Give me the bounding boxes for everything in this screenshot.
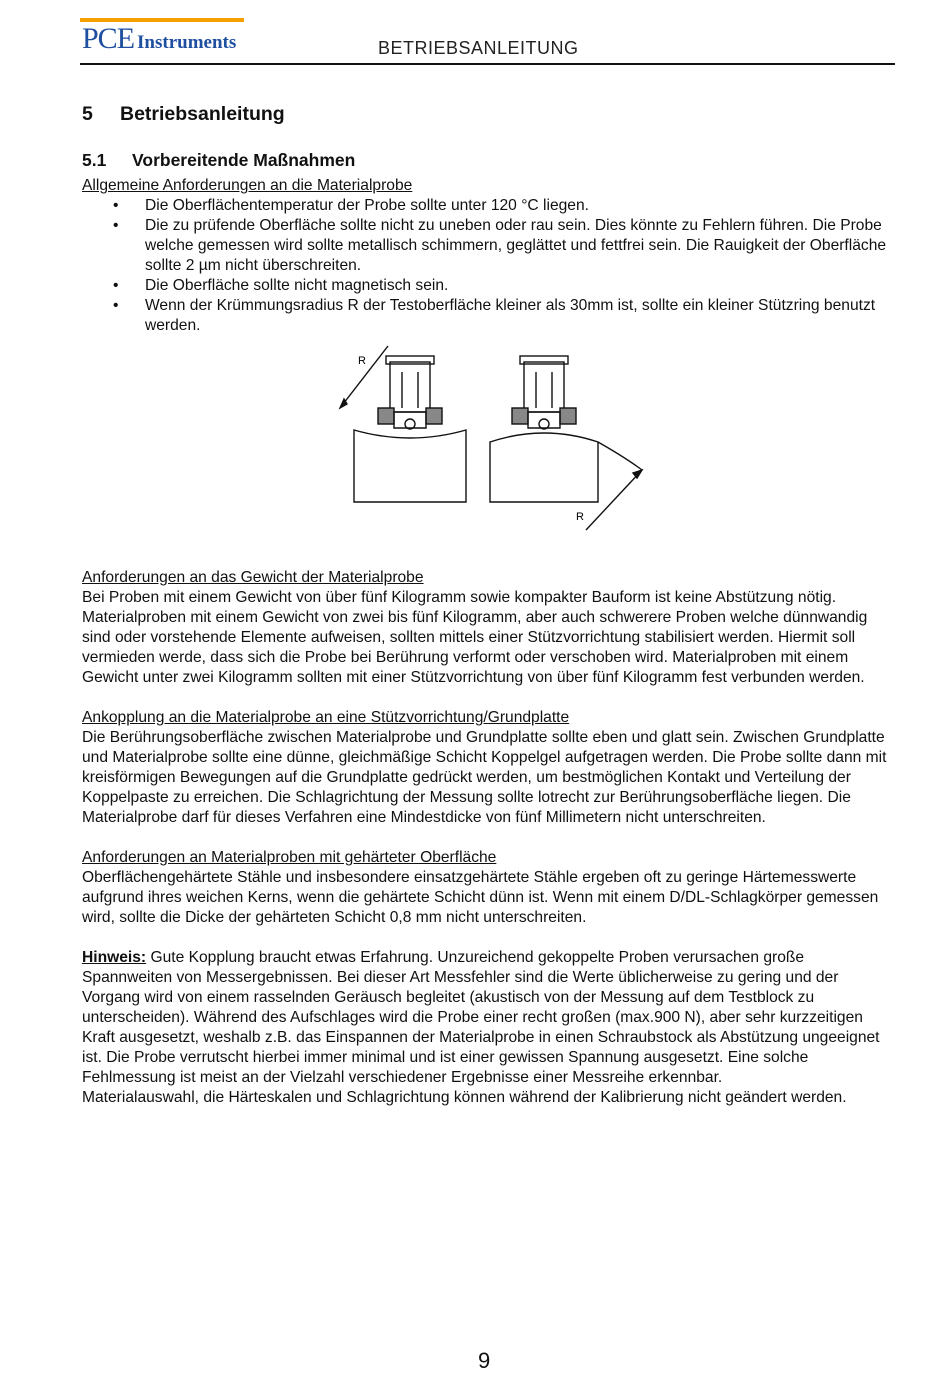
section-title: Betriebsanleitung — [120, 103, 285, 125]
weight-paragraph: Bei Proben mit einem Gewicht von über fünf Kilogramm sowie kompakter Bauform ist keine Abstützung nötig. Materialproben mit einem Gewicht von zwei bis fünf Kilogramm, aber auch schwerere Proben welche dünnwandig sind oder vorstehende Elemente aufweisen, sollten mittels einer Stützvorrichtung stabilisiert werden. Hiermit soll vermieden werde, dass sich die Probe bei Berührung verformt oder verschoben wird. Materialproben mit einem Gewicht unter zwei Kilogramm sollten mit einer Stützvorrichtung von über fünf Kilogramm fest verbunden werden. — [82, 589, 868, 686]
hardened-paragraph: Oberflächengehärtete Stähle und insbesondere einsatzgehärtete Stähle ergeben oft zu geringe Härtemesswerte aufgrund ihres weichen Kerns, wenn die gehärtete Schicht dünn ist. Wenn mit einem D/DL-Schlagkörper gemessen wird, sollte die Dicke der gehärteten Schicht 0,8 mm nicht unterschreiten. — [82, 869, 879, 926]
label-r-right: R — [576, 511, 584, 523]
right-radius-line — [586, 470, 642, 530]
list-item: • Die Oberflächentemperatur der Probe sollte unter 120 °C liegen. — [82, 196, 890, 216]
list-item: • Die Oberfläche sollte nicht magnetisch sein. — [82, 276, 890, 296]
pce-logo — [80, 18, 244, 58]
logo-main: PCE — [82, 22, 135, 55]
weight-heading: Anforderungen an das Gewicht der Materialprobe — [82, 569, 424, 586]
convex-sample-body — [490, 433, 598, 502]
list-item: • Die zu prüfende Oberfläche sollte nicht zu uneben oder rau sein. Dies könnte zu Fehlern führen. Die Probe welche gemessen wird sollte metallisch schimmern, geglättet und fettfrei sein. Die Rauigkeit der Oberfläche sollte 2 µm nicht überschreiten. — [82, 216, 890, 276]
left-probe-body — [390, 362, 430, 412]
hardened-heading: Anforderungen an Materialproben mit gehärteter Oberfläche — [82, 849, 497, 866]
left-ring-left — [378, 408, 394, 424]
list-item: • Wenn der Krümmungsradius R der Testoberfläche kleiner als 30mm ist, sollte ein kleiner Stützring benutzt werden. — [82, 296, 890, 336]
left-ring-right — [426, 408, 442, 424]
right-ring-left — [512, 408, 528, 424]
logo-text — [82, 22, 236, 56]
left-probe-cap — [386, 356, 434, 364]
document-body — [82, 104, 890, 1108]
subsection-number: 5.1 — [82, 150, 107, 170]
subsection-heading — [82, 150, 890, 176]
note-text: Gute Kopplung braucht etwas Erfahrung. Unzureichend gekoppelte Proben verursachen große Spannweiten von Messergebnissen. Bei dieser Art Messfehler sind die Werte üblicherweise zu gering und der Vorgang wird von einem rasselnden Geräusch begleitet (akustisch von der Messung auf dem Testblock zu unterscheiden). Während des Aufschlages wird die Probe einer recht großen (max.900 N), aber sehr kurzzeitigen Kraft ausgesetzt, weshalb z.B. das Einspannen der Materialprobe in einen Schraubstock als Abstützung ungeeignet ist. Die Probe verrutscht hierbei immer minimal und ist einer gewissen Spannung ausgesetzt. Eine solche Fehlmessung ist meist an der Vielzahl verschiedener Ergebnisse einer Messreihe erkennbar. — [82, 949, 880, 1086]
note-label: Hinweis: — [82, 949, 147, 966]
support-ring-figure — [82, 336, 890, 568]
header-title: BETRIEBSANLEITUNG — [378, 38, 579, 58]
requirements-list — [82, 196, 890, 336]
coupling-heading: Ankopplung an die Materialprobe an eine Stützvorrichtung/Grundplatte — [82, 709, 570, 726]
requirements-heading: Allgemeine Anforderungen an die Materialprobe — [82, 177, 413, 194]
note-extra: Materialauswahl, die Härteskalen und Schlagrichtung können während der Kalibrierung nicht geändert werden. — [82, 1089, 847, 1106]
section-number: 5 — [82, 103, 93, 125]
subsection-title: Vorbereitende Maßnahmen — [132, 150, 356, 170]
coupling-paragraph: Die Berührungsoberfläche zwischen Materialprobe und Grundplatte sollte eben und glatt sein. Zwischen Grundplatte und Materialprobe sollte eine dünne, gleichmäßige Schicht Koppelgel aufgetragen werden. Die Probe sollte dann mit kreisförmigen Bewegungen auf die Grundplatte gedrückt werden, um bestmöglichen Kontakt und Verteilung der Koppelpaste zu erreichen. Die Schlagrichtung der Messung sollte lotrecht zur Berührungsoberfläche liegen. Die Materialprobe darf für dieses Verfahren eine Mindestdicke von fünf Millimetern nicht unterschreiten. — [82, 729, 887, 826]
support-ring-diagram — [330, 342, 650, 538]
logo-sub: Instruments — [137, 32, 237, 53]
right-probe-cap — [520, 356, 568, 364]
note-paragraph — [82, 948, 890, 1088]
section-heading — [82, 104, 890, 132]
header-rule — [80, 63, 895, 65]
page-number: 9 — [478, 1348, 491, 1373]
concave-sample-body — [354, 430, 466, 502]
right-ring-right — [560, 408, 576, 424]
label-r-left: R — [358, 355, 366, 367]
right-probe-body — [524, 362, 564, 412]
